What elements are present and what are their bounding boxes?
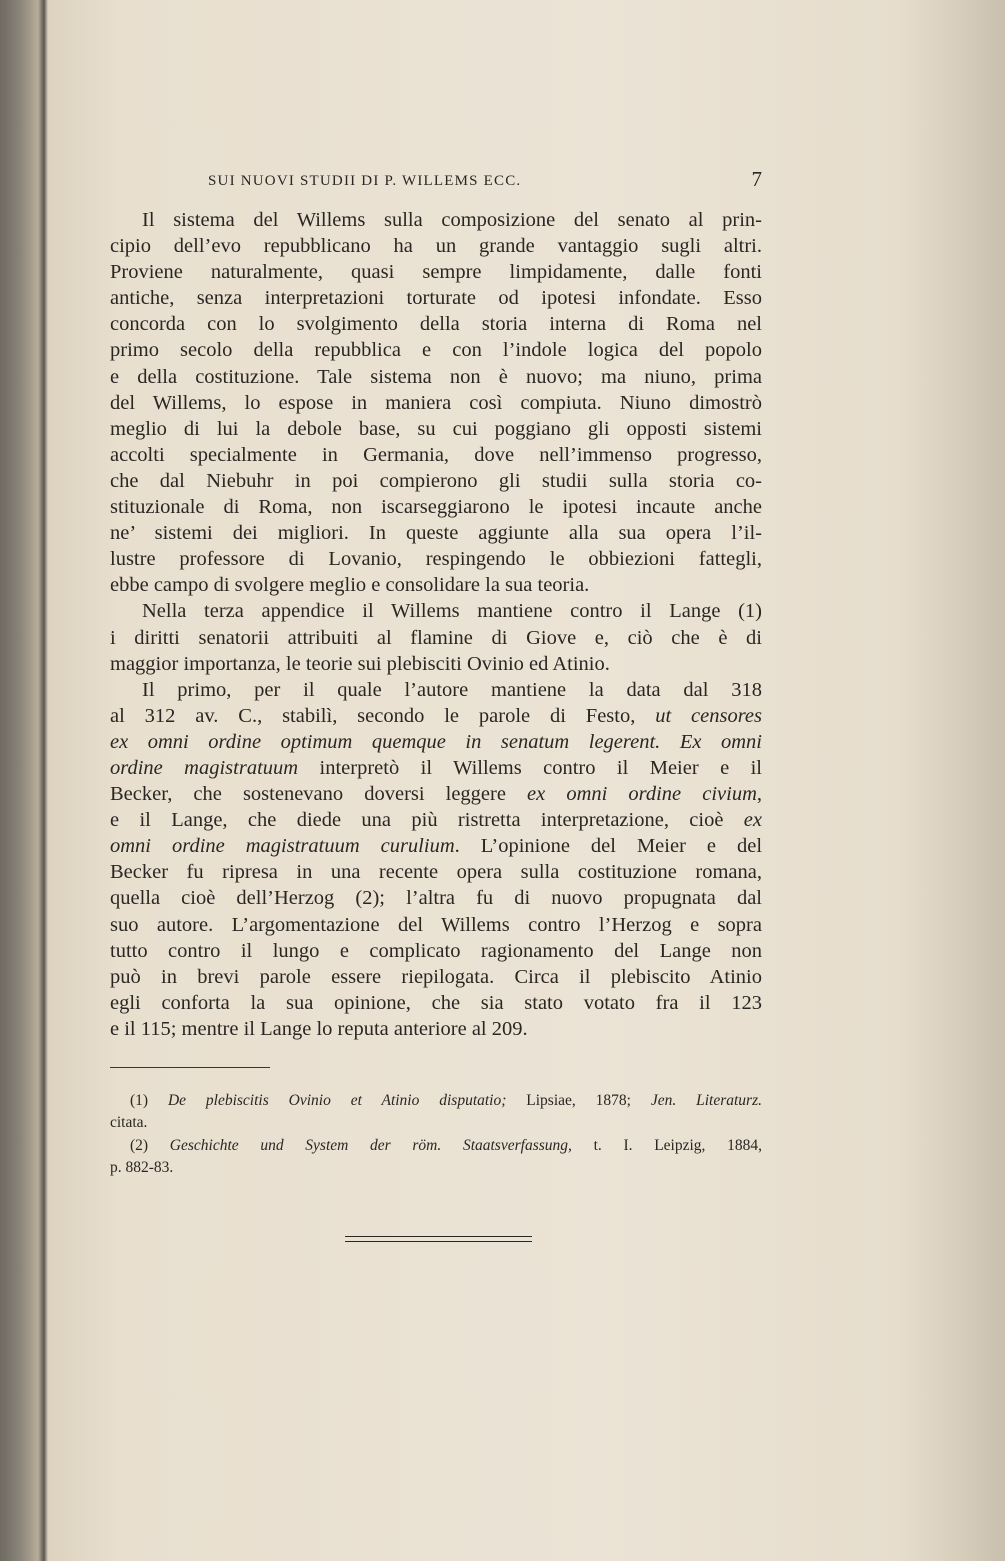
- text-segment: concorda con lo svolgimento della storia interna di Roma nel: [110, 313, 762, 336]
- text-segment: al 312 av. C., stabilì, secondo le parole di Festo,: [110, 704, 656, 727]
- end-double-rule: [345, 1236, 532, 1242]
- footnote-line: [110, 1090, 762, 1112]
- text-segment: (1): [130, 1092, 168, 1109]
- text-segment: meglio di lui la debole base, su cui poggiano gli opposti sistemi: [110, 417, 762, 440]
- text-line: [110, 859, 762, 885]
- text-segment: Il sistema del Willems sulla composizione del senato al prin-: [142, 209, 762, 231]
- text-segment: egli conforta la sua opinione, che sia stato votato fra il 123: [110, 991, 762, 1014]
- text-segment: che dal Niebuhr in poi compierono gli studii sulla storia co-: [110, 469, 762, 492]
- text-line: [110, 677, 762, 703]
- text-segment: antiche, senza interpretazioni torturate od ipotesi infondate. Esso: [110, 287, 762, 310]
- text-line: [110, 390, 762, 416]
- text-segment: ,: [756, 783, 762, 806]
- italic-text: ex omni ordine civium: [527, 783, 757, 806]
- text-segment: tutto contro il lungo e complicato ragionamento del Lange non: [110, 939, 762, 962]
- italic-text: Jen. Literaturz.: [650, 1092, 762, 1109]
- text-segment: e il Lange, che diede una più ristretta interpretazione, cioè: [110, 809, 744, 832]
- text-segment: stituzionale di Roma, non iscarseggiarono le ipotesi incaute anche: [110, 496, 762, 519]
- text-segment: Proviene naturalmente, quasi sempre limpidamente, dalle fonti: [110, 261, 762, 284]
- text-segment: del Willems, lo espose in maniera così compiuta. Niuno dimostrò: [110, 391, 762, 414]
- text-line: [110, 442, 762, 468]
- italic-text: ut censores: [655, 704, 763, 727]
- text-segment: può in brevi parole essere riepilogata. Circa il plebiscito Atinio: [110, 965, 762, 988]
- footnote-line: [110, 1157, 762, 1179]
- text-line: [110, 572, 762, 598]
- text-segment: suo autore. L’argomentazione del Willems contro l’Herzog e sopra: [110, 913, 762, 936]
- running-header: [110, 167, 762, 194]
- text-segment: primo secolo della repubblica e con l’indole logica del popolo: [110, 339, 762, 362]
- running-title: SUI NUOVI STUDII DI P. WILLEMS ECC.: [208, 173, 522, 189]
- text-segment: Becker fu ripresa in una recente opera sulla costituzione romana,: [110, 861, 762, 884]
- footnote-divider: [110, 1067, 270, 1068]
- text-line: [110, 964, 762, 990]
- text-segment: cipio dell’evo repubblicano ha un grande vantaggio sugli altri.: [110, 235, 762, 258]
- page-number: 7: [751, 167, 762, 191]
- text-line: [110, 755, 762, 781]
- text-line: [110, 781, 762, 807]
- text-line: [110, 468, 762, 494]
- text-line: [110, 233, 762, 259]
- text-line: [110, 207, 762, 233]
- text-line: [110, 912, 762, 938]
- text-segment: quella cioè dell’Herzog (2); l’altra fu di nuovo propugnata dal: [110, 887, 762, 910]
- text-segment: maggior importanza, le teorie sui plebisciti Ovinio ed Atinio.: [110, 652, 610, 675]
- text-line: [110, 337, 762, 363]
- text-line: [110, 259, 762, 285]
- text-segment: . L’opinione del Meier e del: [454, 835, 763, 858]
- text-segment: Lipsiae, 1878;: [506, 1092, 651, 1109]
- text-line: [110, 598, 762, 624]
- text-line: [110, 703, 762, 729]
- text-segment: ne’ sistemi dei migliori. In queste aggiunte alla sua opera l’il-: [110, 522, 762, 545]
- text-segment: Il primo, per il quale l’autore mantiene la data dal 318: [142, 678, 762, 701]
- italic-text: ex: [743, 809, 762, 832]
- text-segment: lustre professore di Lovanio, respingendo le obbiezioni fattegli,: [110, 548, 762, 571]
- italic-text: ex omni ordine optimum quemque in senatum legerent. Ex omni: [110, 730, 762, 753]
- text-line: [110, 311, 762, 337]
- text-line: [110, 625, 762, 651]
- text-line: [110, 520, 762, 546]
- text-line: [110, 651, 762, 677]
- footnote-line: [110, 1135, 762, 1157]
- text-segment: e della costituzione. Tale sistema non è nuovo; ma niuno, prima: [110, 365, 762, 388]
- text-segment: interpretò il Willems contro il Meier e il: [298, 756, 763, 779]
- text-segment: e il 115; mentre il Lange lo reputa anteriore al 209.: [110, 1017, 528, 1040]
- text-line: [110, 546, 762, 572]
- text-line: [110, 729, 762, 755]
- text-segment: t. I. Leipzig, 1884,: [571, 1136, 763, 1154]
- italic-text: ordine magistratuum: [110, 756, 299, 779]
- text-line: [110, 285, 762, 311]
- text-line: [110, 807, 762, 833]
- text-segment: Nella terza appendice il Willems mantiene contro il Lange (1): [142, 600, 762, 623]
- text-line: [110, 1016, 762, 1042]
- text-segment: ebbe campo di svolgere meglio e consolidare la sua teoria.: [110, 574, 590, 597]
- text-line: [110, 833, 762, 859]
- footnote-line: [110, 1112, 762, 1134]
- text-segment: i diritti senatorii attribuiti al flamine di Giove e, ciò che è di: [110, 626, 762, 649]
- italic-text: Geschichte und System der röm. Staatsverfassung,: [169, 1136, 572, 1154]
- text-segment: citata.: [110, 1114, 148, 1132]
- text-segment: accolti specialmente in Germania, dove nell’immenso progresso,: [110, 443, 762, 466]
- body-text: [110, 207, 762, 1042]
- text-segment: Becker, che sostenevano doversi leggere: [110, 783, 528, 806]
- italic-text: De plebiscitis Ovinio et Atinio disputatio;: [167, 1092, 507, 1109]
- text-line: [110, 885, 762, 911]
- text-segment: p. 882-83.: [110, 1159, 174, 1177]
- text-segment: (2): [130, 1136, 170, 1154]
- text-line: [110, 990, 762, 1016]
- footnotes: [110, 1090, 762, 1180]
- text-line: [110, 494, 762, 520]
- italic-text: omni ordine magistratuum curulium: [110, 835, 455, 858]
- text-line: [110, 364, 762, 390]
- text-line: [110, 938, 762, 964]
- text-line: [110, 416, 762, 442]
